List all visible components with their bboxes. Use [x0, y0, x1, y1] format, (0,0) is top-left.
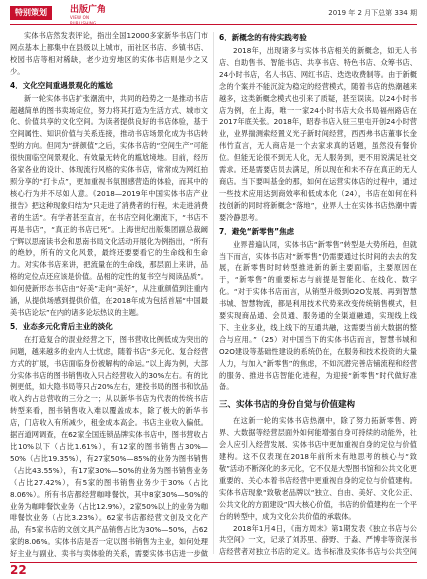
body-paragraph: 实体书店然发表评论，指出全国12000多家新华书店门市网点基本上都集中在县级以上城市，而社区书店、乡镇书店、校园书店等相对稀缺，老少边穷地区的实体书店则是少之又少。: [10, 31, 208, 76]
section-heading: 三、实体书店的身份自觉与价值建构: [219, 400, 356, 411]
page-number: 22: [10, 563, 27, 577]
header-rule: [10, 24, 417, 25]
publication-logo: [70, 5, 112, 21]
footer-rule: [10, 562, 417, 563]
section-heading: 7．避免“新零售”焦虑: [219, 226, 295, 236]
section-heading: 5．业态多元化背后主业的淡化: [10, 321, 113, 331]
body-paragraph: 业界普遍认同，实体书店“新零售”转型是大势所趋，但就当下而言，实体书店对“新零售”仍需要通过长时间的去去的发展，在新零售时时转型推进新的新主要面临，主要原因在于，“新零售”的重要标志与前提是智能化、在线化、数字化。“对于实体书店而言，从销型升级到O2O发展、再到智慧书城、智慧物流，都是利用技术代势来改变传统销售模式，但要实现商品通、会员通、服务通的全渠道融通，实现线上线下、主业多业，线上线下的互通共融，这需要当前大数据的整合与应用。”（25）对中国当下的实体书店而言，智慧书城和O2O建设等基础性建设的系统仍在，在服务和技术投资的大量人力，与加入“新零售”的焦虑，不如沉潜完善店铺流程和经营的服务、推进书店智能化进程，为迎接“新零售”时代做好准备。: [219, 239, 417, 392]
body-paragraph: 新一轮实体书店扩张潮流中，共同的趋势之一是推动书店超越简单的图书卖场定位，努力将其打造为生活方式、城市文化、价值共享的文化空间。为读者提供良好的书店体验，基于空间属性、知识价值与关系连接，推动书店场景化成为书店转型的方向。但同为“拼颜值”之后，实体书店的“空间生产”可能很快面临空间景观化、有效量无转化的尴尬境地。目前，经历各家各业的设计、体现流行风格的实体书店，常常成为网红拍照分享的“打卡点”，更加重视书氛围感营造的体验，而其中的核心行为并不尽如人意。《2018—2019年中国实体书店产业报告》把这种现象归结为“只走进了消费者的行程，未走进消费者的生活”。有学者甚至直言，在书店空间化潮流下，“书店不再是书店”，“真正的书店已死”。上海世纪出版集团副总裁阚宁辉以思南读书会和思南书局文化活动开展化为例指出，“所有的绝妙，所有的文化风景，最终还要要看它的生命线和生命力。对实体书店来讲，把流量在的生命线，那层面上来讲，品格的定位点还应该是价值。品相的定性的复书空与阅读品质”。如何使新形态书店由“好美”走向“美好”，从注重颜值到注重内涵，从提供场感到提供价值，在2018年成为包括首届“中国最美书店论坛”在内的诸多论坛热议的主题。: [10, 93, 208, 317]
left-column: [10, 30, 208, 558]
section-heading: 6．新概念的有待实践考验: [219, 33, 307, 42]
right-column: [219, 30, 417, 558]
body-paragraph: 在打造复合的混业经营之下，图书营收比例低成为突出的问题，越来越多的业内人士忧虑，随着书店“多元化、复合经营方式的扩展，书店面临身份被解构的命运。”以上海为例，大部分实体书店的图书销售收入只占经营收入的30%左右。有的比例更低，如大隐书局等只占20%左右，建投书局的图书和饮品收入约占总营收的三分之一；从以新华书店为代表的传统书店转型来看，图书销售收入难以覆盖成本，除了极大的新华书店，门店收入有所减少，租金成本高企。书店主业收入偏低。据百道网调查，在62家全国连锁品牌实体书店中，图书营收占比10%以下（占比1.61%），有12家的图书销售占30%—50%（占比19.35%），有27家50%—85%的业务为图书销售（占比43.55%），有17家30%—50%的业务为图书销售业务（占比27.42%），有5家的图书销售业务少于30%（占比8.06%）。所有书店都经营咖啡餐饮，其中8家30%—50%的业务为咖啡餐饮业务（占比12.9%），2家50%以上的业务为咖啡餐饮业务（占比3.23%）。62家书店都经营文创及文化产品，有5家书店的文创文具产品销售占比为30%—50%，占62家的8.06%。实体书店是否一定以图书销售为主业，如何处理好主业与副业、卖书与卖体验的关系，需要实体书店进一步做: [10, 334, 208, 558]
section-heading: 4．文化空间重遇景观化的尴尬: [10, 80, 113, 90]
logo-main-text: 出版广角: [70, 5, 107, 15]
section-tag: 特别策划: [10, 6, 52, 20]
body-paragraph: 2018年1月4日，《南方周末》第1期发表《独立书店与公共空间》一文，记录了刘苏里、薛野、于淼、严博非等资深书店经营者对独立书店的定义。选书标准及实体书店与公共空间: [219, 523, 417, 557]
page-header: [0, 0, 427, 26]
body-paragraph: 2018年，出现诸多与实体书店相关的新概念，如无人书店、自助售书、智能书店、共享书店、特色书店、众筹书店、24小时书店，名人书店、网红书店、迭迭收费制等。由于新概念的个案并不能沉淀为稳定的经营模式，随着书店的热潮越来越多，这类新概念模式也引来了质疑，甚至误读。以24小时书店为例，在上海，唯一一家24小时书店大众书局福州路店在2017年底关张。2018年，昭春书店入驻三里屯开创24小时营业，业界揣测索经置义光子新时间经营，西西弗书店董事长金伟竹直言，无人商店是一个去家求真的话题，虽然没有餐价位。但能无论很不到无人化，无人服务到，更不用说满足社交需求。还是需要店员去满足，所以现在和未不存在真正的无人商店。当下要叫基金的那，如何在运营实体店的过程中，通过一些技术应用达到商效率和低成本化（24），书店在如何在科技创新的同时将新概念“落地”，业界人士在实体书店热潮中需要冷静思考。: [219, 46, 417, 222]
column-divider: [213, 32, 214, 554]
logo-sub-text: VIEW ON: [70, 15, 90, 20]
issue-info: 2019 年 2 月下总第 334 期: [328, 9, 417, 17]
body-paragraph: 在这新一轮的实体书店热潮中，除了努力拓新零售、跨界、大数据等经营层面外如何能增强自身可持续的动能外，社会人应引入经营发展、实体书店中更加重视自身的定位与价值建构。这不仅表现在2018年前所未有地思考的核心与“致敬”活动不断深化的多元化，它不仅是大型图书馆和公共文化更重要的、关心本着书店经营中更重视自身的定位与价值建构。实体书店现象“致敬老品牌以“独立、自由、美好、文化公正、公共文化的方面建设”四大核心价值，书店的价值建构在一个平台的转型中，成为文化公共价值的承载体。: [219, 416, 417, 521]
